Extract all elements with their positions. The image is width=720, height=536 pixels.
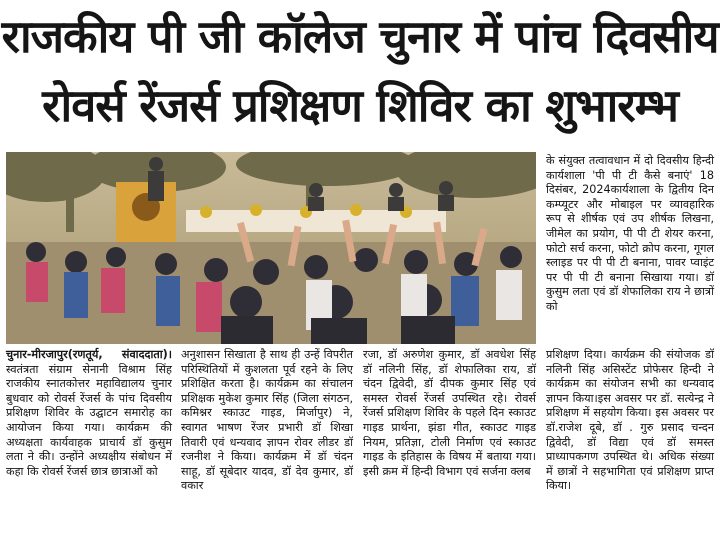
- article-column-2: [181, 348, 353, 494]
- news-photo: [6, 152, 536, 344]
- article-col4-text: प्रशिक्षण दिया। कार्यक्रम की संयोजक डॉ नलिनी सिंह असिस्टेंट प्रोफेसर हिन्दी ने कार्यक्रम का संयोजन सभी का धन्यवाद ज्ञापन किया।इस अवसर पर डॉ. सत्येन्द्र ने प्रशिक्षण में सहयोग किया। इस अवसर पर डॉ.राजेश दूबे, डॉ . गुरु प्रसाद चन्दन द्विवेदी, डॉ विद्या एवं डॉ समस्त प्राध्यापकगण उपस्थित थे। अधिक संख्या में छात्रों ने सहभागिता एवं प्रशिक्षण प्राप्त किया।: [546, 348, 714, 493]
- article-column-4: [546, 348, 714, 494]
- article-column-right: [546, 154, 714, 315]
- article-col2-text: अनुशासन सिखाता है साथ ही उन्हें विपरीत परिस्थितियों में कुशलता पूर्व रहने के लिए प्रशिक्षित करता है। कार्यक्रम का संचालन प्रशिक्षक मुकेश कुमार सिंह (जिला संगठन, कमिश्नर स्काउट गाइड, मिर्जापुर) ने, स्वागत भाषण रेंजर प्रभारी डॉ शिखा तिवारी एवं धन्यवाद ज्ञापन रोवर लीडर डॉ रजनीश ने किया। कार्यक्रम में डॉ चंदन साहू, डॉ सूबेदार यादव, डॉ देव कुमार, डॉ वकार: [181, 348, 353, 493]
- article-col1-text: स्वतंत्रता संग्राम सेनानी विश्राम सिंह राजकीय स्नातकोत्तर महाविद्यालय चुनार बुधवार को रोवर्स रेंजर्स के पांच दिवसीय प्रशिक्षण शिविर के उद्घाटन समारोह का आयोजन किया गया। कार्यक्रम की अध्यक्षता कार्यवाहक प्राचार्य डॉ कुसुम लता ने की। उन्होंने अध्यक्षीय संबोधन में कहा कि रोवर्स रेंजर्स छात्र छात्राओं को: [6, 362, 172, 478]
- article-column-1: [6, 348, 172, 479]
- article-column-3: [363, 348, 536, 479]
- article-dateline: चुनार-मीरजापुर(रणतूर्य, संवाददाता)।: [6, 348, 172, 361]
- event-photo-illustration: [6, 152, 536, 344]
- article-col3-text: रजा, डॉ अरुणेश कुमार, डॉ अवधेश सिंह डॉ नलिनी सिंह, डॉ शेफालिका राय, डॉ चंदन द्विवेदी, डॉ दीपक कुमार सिंह एवं समस्त रोवर्स रेंजर्स उपस्थित रहे। रोवर्स रेंजर्स प्रशिक्षण शिविर के पहले दिन स्काउट गाइड प्रार्थना, झंडा गीत, स्काउट गाइड नियम, प्रतिज्ञा, टोली निर्माण एवं स्काउट गाइड के इतिहास के विषय में बताया गया। इसी क्रम में हिन्दी विभाग एवं सर्जना क्लब: [363, 348, 536, 478]
- headline-line-1: राजकीय पी जी कॉलेज चुनार में पांच दिवसीय: [1, 10, 719, 63]
- article-col-right-text: के संयुक्त तत्वावधान में दो दिवसीय हिन्दी कार्यशाला 'पी पी टी कैसे बनाएं' 18 दिसंबर, 2024कार्यशाला के द्वितीय दिन कम्प्यूटर और मोबाइल पर व्यावहारिक रूप से शीर्षक एवं उप शीर्षक लिखना, जीमेल का प्रयोग, पी पी टी शेयर करना, फोटो सर्च करना, फोटो क्रोप करना, गूगल स्लाइड पर पी पी टी बनाना, पावर प्वाइंट पर पी पी टी बनाना सिखाया गया। डॉ कुसुम लता एवं डॉ शेफालिका राय ने छात्रों को: [546, 154, 714, 313]
- headline-line-2: रोवर्स रेंजर्स प्रशिक्षण शिविर का शुभारम्भ: [42, 79, 678, 132]
